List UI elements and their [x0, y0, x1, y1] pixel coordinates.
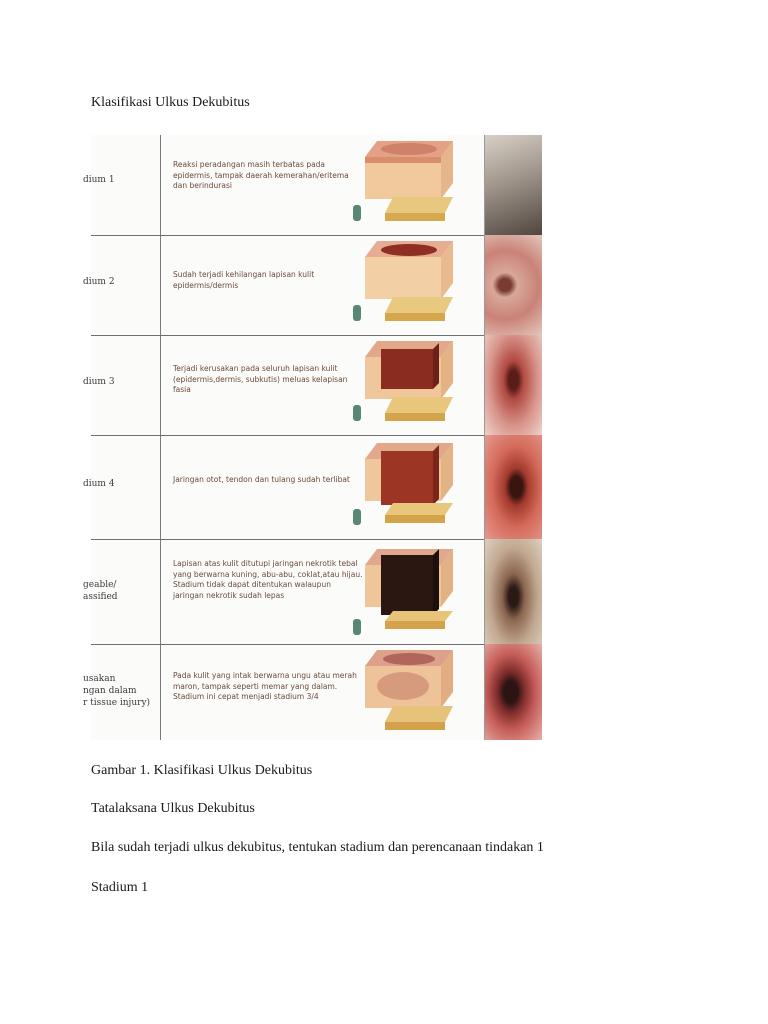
stage-row-3 [83, 335, 541, 436]
publisher-logo-icon [353, 405, 361, 421]
stage-label: dium 3 [83, 377, 115, 387]
stage-description: Sudah terjadi kehilangan lapisan kulit epidermis/dermis [173, 270, 315, 290]
stage-label: geable/ assified [83, 580, 118, 602]
body-paragraph: Bila sudah terjadi ulkus dekubitus, tentukan stadium dan perencanaan tindakan 1 [91, 840, 544, 855]
publisher-logo-icon [353, 205, 361, 221]
stage-row-deep-tissue [83, 644, 541, 740]
deep-tissue-skin-cube [363, 650, 465, 732]
stage-2-skin-cube [363, 241, 465, 323]
stage-label: dium 2 [83, 277, 115, 287]
stage-description: Lapisan atas kulit ditutupi jaringan nekrotik tebal yang berwarna kuning, abu-abu, coklat,atau hijau. Stadium tidak dapat ditentukan walaupun jaringan nekrotik sudah lepas [173, 559, 363, 600]
stage-label: dium 4 [83, 479, 115, 489]
publisher-logo-icon [353, 305, 361, 321]
stage-description: Jaringan otot, tendon dan tulang sudah terlibat [173, 475, 350, 484]
stage-description: Reaksi peradangan masih terbatas pada epidermis, tampak daerah kemerahan/eritema dan berindurasi [173, 160, 349, 190]
stage-description: Pada kulit yang intak berwarna ungu atau merah maron, tampak seperti memar yang dalam. Stadium ini cepat menjadi stadium 3/4 [173, 671, 357, 701]
stage-3-skin-cube [363, 341, 465, 423]
stage-4-skin-cube [363, 443, 465, 525]
stage-1-photo [484, 135, 542, 235]
publisher-logo-icon [353, 619, 361, 635]
stage-label: usakan ngan dalam r tissue injury) [83, 674, 151, 708]
stage-4-photo [484, 435, 542, 539]
stage-row-1 [83, 135, 541, 236]
stage-3-photo [484, 335, 542, 435]
ulcer-classification-figure [83, 135, 541, 740]
subsection-heading: Stadium 1 [91, 880, 149, 895]
stage-1-skin-cube [363, 141, 465, 223]
stage-row-2 [83, 235, 541, 336]
stage-label: dium 1 [83, 175, 115, 185]
deep-tissue-photo [484, 644, 542, 740]
stage-2-photo [484, 235, 542, 335]
unstageable-skin-cube [363, 549, 465, 631]
stage-row-4 [83, 435, 541, 540]
page-title: Klasifikasi Ulkus Dekubitus [91, 95, 250, 110]
publisher-logo-icon [353, 509, 361, 525]
figure-caption: Gambar 1. Klasifikasi Ulkus Dekubitus [91, 763, 313, 778]
section-heading: Tatalaksana Ulkus Dekubitus [91, 801, 255, 816]
unstageable-photo [484, 539, 542, 644]
stage-description: Terjadi kerusakan pada seluruh lapisan kulit (epidermis,dermis, subkutis) meluas kelapisan fasia [173, 364, 348, 394]
stage-row-unstageable [83, 539, 541, 645]
